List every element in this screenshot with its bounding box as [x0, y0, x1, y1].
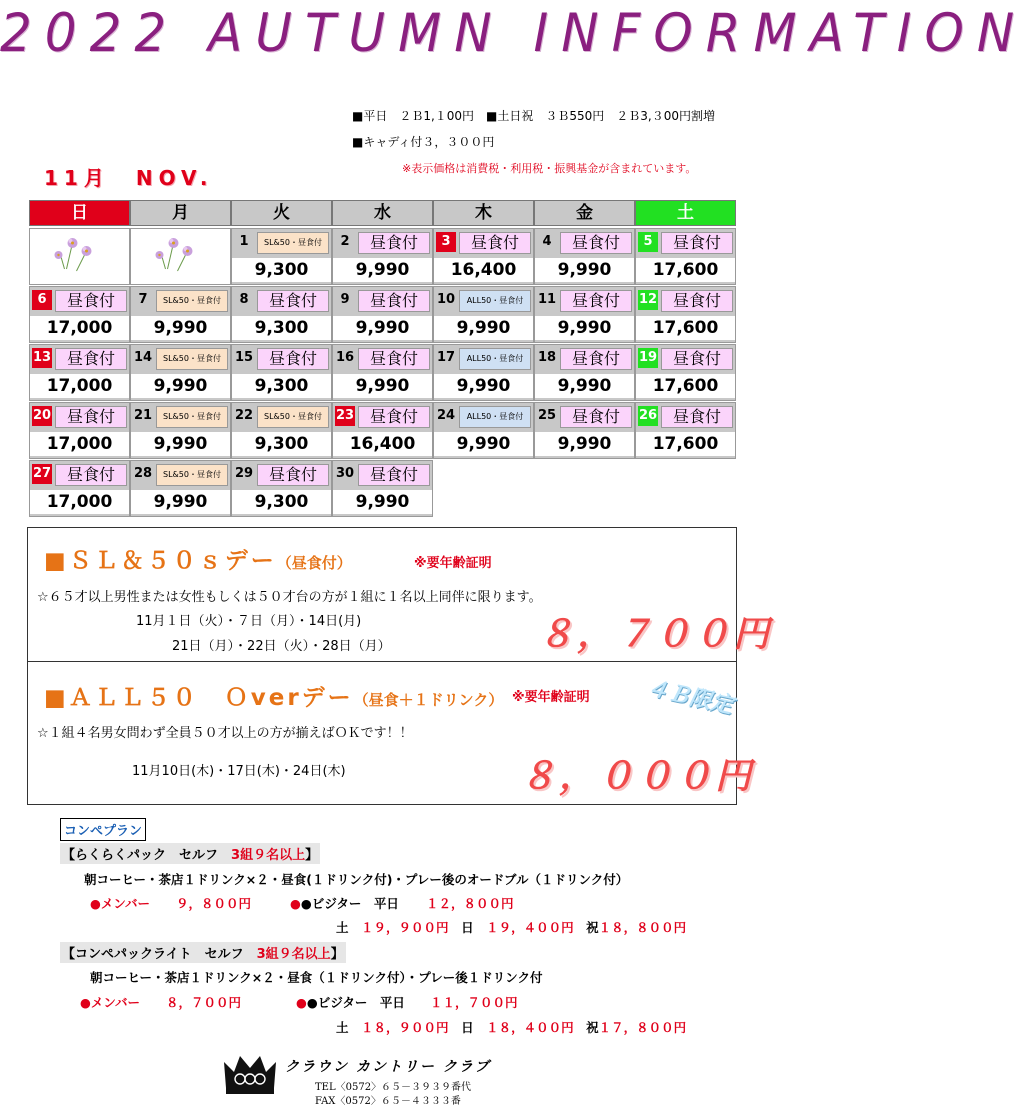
calendar-day-30	[332, 460, 433, 517]
calendar-day-16	[332, 344, 433, 401]
day-number: 28	[133, 464, 153, 484]
day-number: 7	[133, 290, 153, 310]
day-price: 9,990	[434, 432, 533, 456]
plan-tag: 昼食付	[358, 406, 430, 428]
pack2-condition: 3組９名以上	[256, 947, 331, 962]
calendar-day-18	[534, 344, 635, 401]
club-logo	[222, 1050, 278, 1096]
sl50-dates-2: 21日（月）・22日（火）・28日（月）	[172, 639, 391, 654]
calendar-day-23	[332, 402, 433, 459]
calendar-day-12	[635, 286, 736, 343]
pack1-visitor-label: ●ビジター 平日	[300, 896, 399, 911]
day-price: 9,990	[535, 258, 634, 282]
day-number: 29	[234, 464, 254, 484]
calendar-day-25	[534, 402, 635, 459]
plan-tag: 昼食付	[257, 290, 329, 312]
pack1-hol-label: 祝	[586, 920, 599, 935]
sl50-dates-1: 11月１日（火）・７日（月）・14日(月)	[136, 614, 362, 629]
plan-tag: 昼食付	[257, 348, 329, 370]
sl50-heading-wrap	[44, 542, 352, 575]
fee-line-1: ■平日 ２Ｂ1,１00円 ■土日祝 ３Ｂ550円 ２Ｂ3,３00円割増	[352, 109, 716, 123]
plan-tag: 昼食付	[661, 348, 733, 370]
weekday-header: 日	[29, 200, 130, 226]
day-price: 16,400	[434, 258, 533, 282]
flower-illustration	[130, 228, 231, 285]
plan-tag: 昼食付	[358, 232, 430, 254]
club-name: クラウン カントリー クラブ	[285, 1059, 491, 1075]
calendar-day-11	[534, 286, 635, 343]
day-price: 9,990	[434, 374, 533, 398]
day-number: 23	[335, 406, 355, 426]
plan-tag: 昼食付	[358, 464, 430, 486]
club-tel: TEL〈0572〉６５－３９３９番代	[315, 1082, 472, 1093]
plan-tag: 昼食付	[560, 232, 632, 254]
calendar-day-19	[635, 344, 736, 401]
pack1-name: 【らくらくパック セルフ	[62, 848, 219, 863]
calendar-day-15	[231, 344, 332, 401]
plan-tag: 昼食付	[358, 290, 430, 312]
plan-tag: SL&50・昼食付	[156, 290, 228, 312]
calendar-day-8	[231, 286, 332, 343]
pack1-content: 朝コーヒー・茶店１ドリンク×２・昼食(１ドリンク付)・プレー後のオードブル（１ドリンク付）	[84, 872, 629, 887]
plan-tag: SL&50・昼食付	[257, 232, 329, 254]
weekday-header: 水	[332, 200, 433, 226]
day-number: 2	[335, 232, 355, 252]
day-number: 27	[32, 464, 52, 484]
calendar-day-20	[29, 402, 130, 459]
sl50-heading-sub: （昼食付）	[276, 554, 352, 572]
sl50-description: ☆６５才以上男性または女性もしくは５０才台の方が１組に１名以上同伴に限ります。	[37, 590, 542, 605]
day-number: 21	[133, 406, 153, 426]
plan-tag: SL&50・昼食付	[156, 406, 228, 428]
plan-tag: 昼食付	[459, 232, 531, 254]
calendar-day-17	[433, 344, 534, 401]
day-number: 25	[537, 406, 557, 426]
sl50-requirement: ※要年齢証明	[414, 556, 492, 571]
pack2-visitor-bullet: ●	[296, 995, 307, 1010]
calendar-day-21	[130, 402, 231, 459]
pack2-hol-label: 祝	[586, 1020, 599, 1035]
pack1-close: 】	[305, 848, 319, 863]
day-price: 9,300	[232, 316, 331, 340]
day-number: 3	[436, 232, 456, 252]
all50-requirement: ※要年齢証明	[512, 690, 590, 705]
day-price: 9,300	[232, 490, 331, 514]
day-price: 9,990	[434, 316, 533, 340]
all50-description: ☆１組４名男女問わず全員５０才以上の方が揃えばＯＫです！！	[37, 726, 413, 741]
day-price: 9,990	[131, 432, 230, 456]
day-number: 16	[335, 348, 355, 368]
flower-illustration	[29, 228, 130, 285]
plan-tag: 昼食付	[560, 290, 632, 312]
page-title: 2022 AUTUMN INFORMATION	[0, 2, 1027, 64]
pack2-name: 【コンペパックライト セルフ	[62, 947, 244, 962]
calendar-day-6	[29, 286, 130, 343]
day-number: 9	[335, 290, 355, 310]
calendar-day-1	[231, 228, 332, 285]
plan-tag: ALL50・昼食付	[459, 348, 531, 370]
calendar	[29, 200, 737, 520]
day-number: 11	[537, 290, 557, 310]
pack1-visitor-bullet: ●	[290, 896, 301, 911]
pack2-heading	[60, 942, 346, 963]
day-price: 17,600	[636, 316, 735, 340]
plan-tag: ALL50・昼食付	[459, 406, 531, 428]
calendar-day-9	[332, 286, 433, 343]
day-price: 9,990	[333, 374, 432, 398]
plan-tag: ALL50・昼食付	[459, 290, 531, 312]
promo-divider	[27, 661, 737, 662]
pack2-visitor-wrap	[296, 993, 405, 1011]
pack2-member-label: ●メンバー	[80, 995, 141, 1010]
pack2-weekend-prices	[336, 1018, 686, 1036]
pack1-visitor-weekday-price: １２，８００円	[426, 896, 514, 911]
day-price: 9,990	[131, 316, 230, 340]
pack2-sun-label: 日	[461, 1020, 474, 1035]
month-label: 11月 NOV.	[44, 166, 214, 190]
tax-note: ※表示価格は消費税・利用税・振興基金が含まれています。	[402, 162, 697, 175]
day-price: 17,000	[30, 490, 129, 514]
all50-dates: 11月10日(木)・17日(木)・24日(木)	[132, 764, 346, 779]
calendar-day-3	[433, 228, 534, 285]
day-number: 17	[436, 348, 456, 368]
calendar-day-4	[534, 228, 635, 285]
day-number: 24	[436, 406, 456, 426]
day-number: 4	[537, 232, 557, 252]
pack2-visitor-weekday-price: １１，７００円	[430, 995, 518, 1010]
pack1-sun-label: 日	[461, 920, 474, 935]
pack2-sat-label: 土	[336, 1020, 349, 1035]
weekday-header: 木	[433, 200, 534, 226]
day-number: 8	[234, 290, 254, 310]
compe-plan-title: コンペプラン	[60, 818, 146, 841]
plan-tag: 昼食付	[661, 232, 733, 254]
plan-tag: SL&50・昼食付	[257, 406, 329, 428]
weekday-header: 火	[231, 200, 332, 226]
calendar-day-13	[29, 344, 130, 401]
day-number: 12	[638, 290, 658, 310]
day-price: 17,600	[636, 374, 735, 398]
day-price: 9,990	[333, 316, 432, 340]
calendar-day-24	[433, 402, 534, 459]
pack2-hol-price: １７，８００円	[598, 1020, 687, 1035]
plan-tag: 昼食付	[55, 464, 127, 486]
pack2-content: 朝コーヒー・茶店１ドリンク×２・昼食（１ドリンク付）・プレー後１ドリンク付	[90, 970, 543, 985]
calendar-day-27	[29, 460, 130, 517]
day-number: 13	[32, 348, 52, 368]
day-price: 16,400	[333, 432, 432, 456]
pack2-sun-price: １８，４００円	[486, 1020, 574, 1035]
club-fax: FAX〈0572〉６５－４３３３番	[315, 1096, 461, 1107]
plan-tag: 昼食付	[358, 348, 430, 370]
sl50-heading: ■ＳＬ＆５０ｓデー	[44, 548, 277, 574]
day-number: 15	[234, 348, 254, 368]
day-number: 19	[638, 348, 658, 368]
weekday-header: 土	[635, 200, 736, 226]
day-price: 9,300	[232, 374, 331, 398]
day-price: 17,000	[30, 316, 129, 340]
pack1-member-label: ●メンバー	[90, 896, 151, 911]
pack2-close: 】	[330, 947, 344, 962]
pack2-member-price: ８，７００円	[166, 995, 242, 1010]
day-price: 9,990	[535, 374, 634, 398]
pack1-heading	[60, 843, 320, 864]
pack1-sat-label: 土	[336, 920, 349, 935]
day-number: 10	[436, 290, 456, 310]
pack1-condition: 3組９名以上	[231, 848, 306, 863]
plan-tag: 昼食付	[661, 290, 733, 312]
calendar-day-7	[130, 286, 231, 343]
weekday-header: 金	[534, 200, 635, 226]
plan-tag: SL&50・昼食付	[156, 464, 228, 486]
calendar-day-2	[332, 228, 433, 285]
plan-tag: SL&50・昼食付	[156, 348, 228, 370]
plan-tag: 昼食付	[55, 290, 127, 312]
day-number: 6	[32, 290, 52, 310]
day-price: 9,990	[333, 490, 432, 514]
day-number: 22	[234, 406, 254, 426]
day-number: 14	[133, 348, 153, 368]
day-price: 9,990	[131, 490, 230, 514]
all50-heading: ■ＡＬＬ５０ Ｏverデー	[44, 685, 354, 711]
plan-tag: 昼食付	[560, 406, 632, 428]
plan-tag: 昼食付	[55, 348, 127, 370]
pack1-weekend-prices	[336, 918, 686, 936]
calendar-day-10	[433, 286, 534, 343]
plan-tag: 昼食付	[55, 406, 127, 428]
pack1-sat-price: １９，９００円	[361, 920, 449, 935]
day-price: 17,000	[30, 432, 129, 456]
calendar-day-28	[130, 460, 231, 517]
day-price: 9,300	[232, 258, 331, 282]
calendar-day-14	[130, 344, 231, 401]
day-price: 17,000	[30, 374, 129, 398]
pack1-visitor-wrap	[290, 894, 399, 912]
pack1-sun-price: １９，４００円	[486, 920, 574, 935]
day-price: 17,600	[636, 432, 735, 456]
day-number: 1	[234, 232, 254, 252]
calendar-day-5	[635, 228, 736, 285]
pack2-visitor-label: ●ビジター 平日	[306, 995, 405, 1010]
all50-heading-sub: （昼食＋１ドリンク）	[353, 691, 504, 709]
plan-tag: 昼食付	[257, 464, 329, 486]
pack1-member-price: ９，８００円	[176, 896, 252, 911]
all50-heading-wrap	[44, 679, 503, 712]
calendar-day-26	[635, 402, 736, 459]
plan-tag: 昼食付	[661, 406, 733, 428]
day-number: 30	[335, 464, 355, 484]
day-number: 26	[638, 406, 658, 426]
weekday-header: 月	[130, 200, 231, 226]
calendar-day-29	[231, 460, 332, 517]
day-price: 17,600	[636, 258, 735, 282]
day-price: 9,300	[232, 432, 331, 456]
day-price: 9,990	[535, 432, 634, 456]
calendar-day-22	[231, 402, 332, 459]
pack1-hol-price: １８，８００円	[598, 920, 687, 935]
pack2-sat-price: １８，９００円	[361, 1020, 449, 1035]
day-number: 20	[32, 406, 52, 426]
day-price: 9,990	[131, 374, 230, 398]
fee-line-2: ■キャディ付３，３００円	[352, 135, 495, 149]
plan-tag: 昼食付	[560, 348, 632, 370]
day-number: 18	[537, 348, 557, 368]
all50-price: ８，０００円	[520, 756, 755, 797]
day-number: 5	[638, 232, 658, 252]
four-ball-limited-badge: ４Ｂ限定	[643, 676, 736, 719]
day-price: 9,990	[333, 258, 432, 282]
day-price: 9,990	[535, 316, 634, 340]
sl50-price: ８，７００円	[538, 614, 773, 655]
